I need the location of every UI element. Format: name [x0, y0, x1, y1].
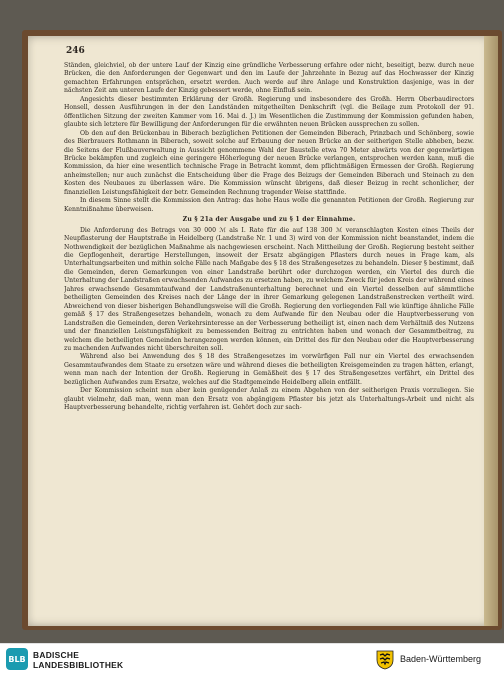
page-edges [484, 36, 498, 626]
footer-bar [0, 643, 504, 675]
paragraph: In diesem Sinne stellt die Kommission den Antrag: das hohe Haus wolle die genannten Petitionen der Großh. Regierung zur Kenntnißnahme überweisen. [64, 197, 474, 213]
paragraph: Der Kommission scheint nun aber kein genügender Anlaß zu einem Abgehen von der seitherigen Praxis vorzuliegen. Sie glaubt vielmehr, daß man, wenn man den Ersatz von abgängigem Pflaster bis jetzt als Unterhaltungs-Arbeit und nicht als Hauptverbesserung behandelte, richtig verfahren ist. Gehört doch zur sach- [64, 387, 474, 412]
library-name-line1: BADISCHE [33, 650, 80, 660]
page-number: 246 [66, 46, 85, 56]
state-name[interactable]: Baden-Württemberg [400, 654, 482, 664]
coat-of-arms-icon[interactable] [376, 650, 394, 670]
page-text [64, 62, 474, 620]
library-name-line2: LANDESBIBLIOTHEK [33, 660, 124, 670]
paragraph: Angesichts dieser bestimmten Erklärung der Großh. Regierung und insbesondere des Großh. Herrn Oberbaudirectors Honsell, dessen Ausführungen in der den Landständen mitgetheilten Denkschrift (vgl. die Beilage zum Protokoll der 91. öffentlichen Sitzung der zweiten Kammer vom 16. Mai d. J.) im Wesentlichen die Zustimmung der Kommission gefunden haben, glaubte sich letztere für Bewilligung der Anforderungen für die erwähnten neuen Brücken aussprechen zu sollen. [64, 95, 474, 129]
library-name[interactable] [33, 650, 123, 670]
paragraph: Ständen, gleichviel, ob der untere Lauf der Kinzig eine gründliche Verbesserung erfahre oder nicht, beseitigt, bezw. durch neue Brücken, die den Anforderungen der Gegenwart und den im Laufe der Jahrzehnte in Bezug auf das Hochwasser der Kinzig gemachten Erfahrungen entsprächen, ersetzt werden. Auch werde auf ihre Anlage und Konstruktion dasjenige, was in der nächsten Zeit am unteren Laufe der Kinzig gebessert werde, ohne Einfluß sein. [64, 62, 474, 95]
paragraph: Ob den auf den Brückenbau in Biberach bezüglichen Petitionen der Gemeinden Biberach, Prinzbach und Schönberg, sowie des Bierbrauers Rothmann in Biberach, soweit solche auf Erbauung der neuen Brücke an der seitherigen Stelle abheben, bezw. die Seitens der Flußbauverwaltung in Aussicht genommene Wahl der Baustelle etwa 70 Meter abwärts von der gegenwärtigen Brücke bekämpfen und zugleich eine geringere Höherlegung der neuen Brücke verlangen, entsprochen werden kann, muß die Kommission, da hier eine wesentlich technische Frage in Betracht kommt, dem pflichtmäßigen Ermessen der Großh. Regierung anheimstellen; nur auch zunächst die Entscheidung über die Frage des Beizugs der Gemeinden Biberach und Steinach zu den Kosten des Neubaues zu überlassen wäre. Die Kommission wünscht übrigens, daß dieser Beizug in recht schonlicher, der finanziellen Leistungsfähigkeit der betr. Gemeinden Rechnung tragender Weise stattfinde. [64, 129, 474, 196]
section-heading: Zu § 21a der Ausgabe und zu § 1 der Einnahme. [182, 216, 356, 224]
paragraph: Die Anforderung des Betrags von 30 000 ℳ als I. Rate für die auf 138 300 ℳ veranschlagten Kosten eines Theils der Neupflasterung der Hauptstraße in Heidelberg (Landstraße Nr. 1 und 3) wird von der Kommission nicht beanstandet, indem die Nothwendigkeit der bezüglichen Maßnahme als nachgewiesen erscheint. Nach Mittheilung der Großh. Regierung besteht seither die Gepflogenheit, derartige Herstellungen, insoweit der Ersatz abgängigen Pflasters durch neues in Frage kam, als Unterhaltungsarbeiten und mithin solche Fälle nach Maßgabe des § 18 des Straßengesetzes zu behandeln. Dieser § bestimmt, daß die Gemeinden, deren Gemarkungen von einer Landstraße berührt oder durchzogen werden, ein Viertel des durch die Unterhaltung der Landstraßen erwachsenden Aufwandes zu ersetzen haben, zu welchem Zweck für jeden Kreis der während eines Jahres erwachsende Gesammtaufwand der Landstraßenunterhaltung berechnet und ein Viertel desselben auf sämmtliche betheiligten Gemeinden des Kreises nach der Länge der in ihrer Gemarkung gelegenen Landstraßenstrecken vertheilt wird. Abweichend von dieser bisherigen Behandlungsweise will die Großh. Regierung den vorliegenden Fall wie künftige ähnliche Fälle gemäß § 17 des Straßengesetzes behandeln, wonach zu dem Aufwande für den Neubau oder die Hauptverbesserung von Landstraßen die Gemeinden, deren Verkehrsinteresse an der Verbesserung betheiligt ist, einen nach dem Verhältniß des Nutzens und der finanziellen Leistungsfähigkeit zu bemessenden Beitrag zu entrichten haben und wonach der Gesammtbeitrag, zu welchem die betheiligten Gemeinden herangezogen werden können, ein Drittel des für den Neubau oder die Hauptverbesserung zu machenden Aufwandes nicht überschreiten soll. [64, 226, 474, 352]
blb-logo-icon[interactable]: BLB [6, 648, 28, 670]
paragraph: Während also bei Anwendung des § 18 des Straßengesetzes im vorwürfigen Fall nur ein Viertel des erwachsenden Gesammtaufwandes dem Staate zu ersetzen wäre und während dieses die betheiligten Kreisgemeinden zu tragen hätten, erlangt, wenn man nach der Intention der Großh. Regierung in Gemäßheit des § 17 des Straßengesetzes verfährt, ein Drittel des bezüglichen Aufwandes zum Ersatze, welches auf die Stadtgemeinde Heidelberg allein entfällt. [64, 353, 474, 386]
